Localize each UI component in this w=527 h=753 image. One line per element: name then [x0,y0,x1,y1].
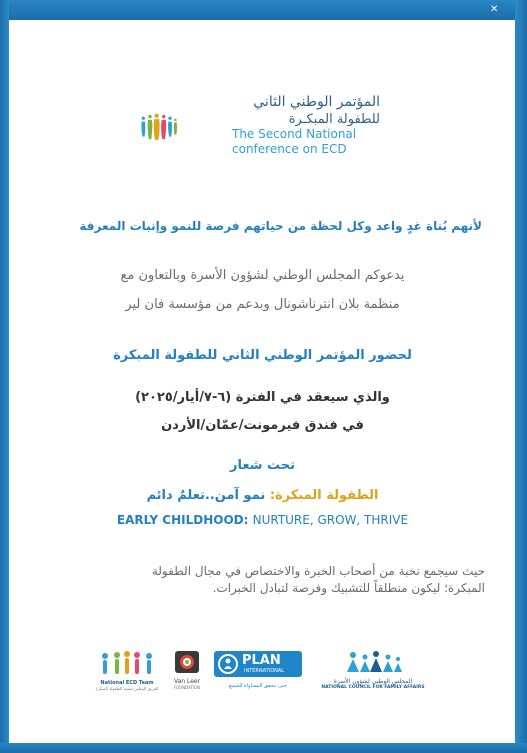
ncfa-name-ar: المجلس الوطني لشؤون الأسرة [333,678,413,685]
plan-person-icon [218,654,238,674]
event-venue: في فندق فيرمونت/عمّان/الأردن [161,418,364,433]
closing-line-2: المبكرة؛ ليكون منطلقاً للتشبيك وفرصة لتبادل الخبرات. [212,581,485,595]
conference-logo [140,92,240,162]
slogan-en-rest: NURTURE, GROW, THRIVE [252,513,409,527]
partner-national-ecd-team [93,650,161,700]
logo-title-en-1: The Second National [232,127,357,141]
plan-caption: حتى تتحقق المساواة للجميع [228,683,288,689]
ecd-team-figures-icon [97,650,157,676]
plan-sub: INTERNATIONAL [244,668,285,674]
event-dates: والذي سيعقد في الفترة (٦-٧/أيار/٢٠٢٥) [135,390,390,405]
slogan-en [30,513,495,527]
van-leer-sub: FOUNDATION [173,685,201,690]
tagline: لأنهم بُناة غدٍ واعد وكل لحظة من حياتهم فرصة للنمو وإنبات المعرفة [79,219,482,233]
frame-top [0,0,527,20]
attend-heading: لحضور المؤتمر الوطني الثاني للطفولة المبكرة [113,348,412,363]
logo-figures-icon [141,114,177,140]
invite-line-2: منظمة بلان انترناشونال وبدعم من مؤسسة فان لير [125,297,400,312]
ecd-team-sub: الفريق الوطني لتنمية الطفولة المبكرة [95,686,159,691]
partner-ncfa [318,650,428,700]
invite-line-1: يدعوكم المجلس الوطني لشؤون الأسرة وبالتعاون مع [120,268,405,283]
slogan-ar-lead: الطفولة المبكرة: [265,488,379,503]
slogan-ar-rest: نمو آمن..تعلمٌ دائم [146,488,266,503]
plan-logo-box [214,651,302,677]
frame-bottom [0,743,527,753]
partner-plan-international [214,651,302,701]
frame-left [0,0,9,753]
slogan-en-lead: EARLY CHILDHOOD: [116,513,253,527]
slogan-ar [30,488,495,503]
ncfa-figures-icon [343,650,403,674]
ecd-team-name: National ECD Team [100,680,154,686]
logo-title-ar-2: للطفولة المبكـرة [288,112,380,127]
van-leer-logo-icon [174,650,200,674]
ncfa-name-en: NATIONAL COUNCIL FOR FAMILY AFFAIRS [321,685,425,690]
logo-title-en-2: conference on ECD [232,142,347,156]
slogan-intro: تحت شعار [229,458,296,473]
close-icon: ✕ [490,4,499,15]
partner-van-leer [166,650,208,700]
van-leer-name: Van Leer [173,678,201,685]
logo-title-ar-1: المؤتمر الوطني الثاني [253,94,380,110]
frame-right [515,0,527,753]
plan-name: PLAN [242,653,281,668]
closing-line-1: حيث سيجمع نخبة من أصحاب الخبرة والاختصاص في مجال الطفولة [151,564,485,578]
